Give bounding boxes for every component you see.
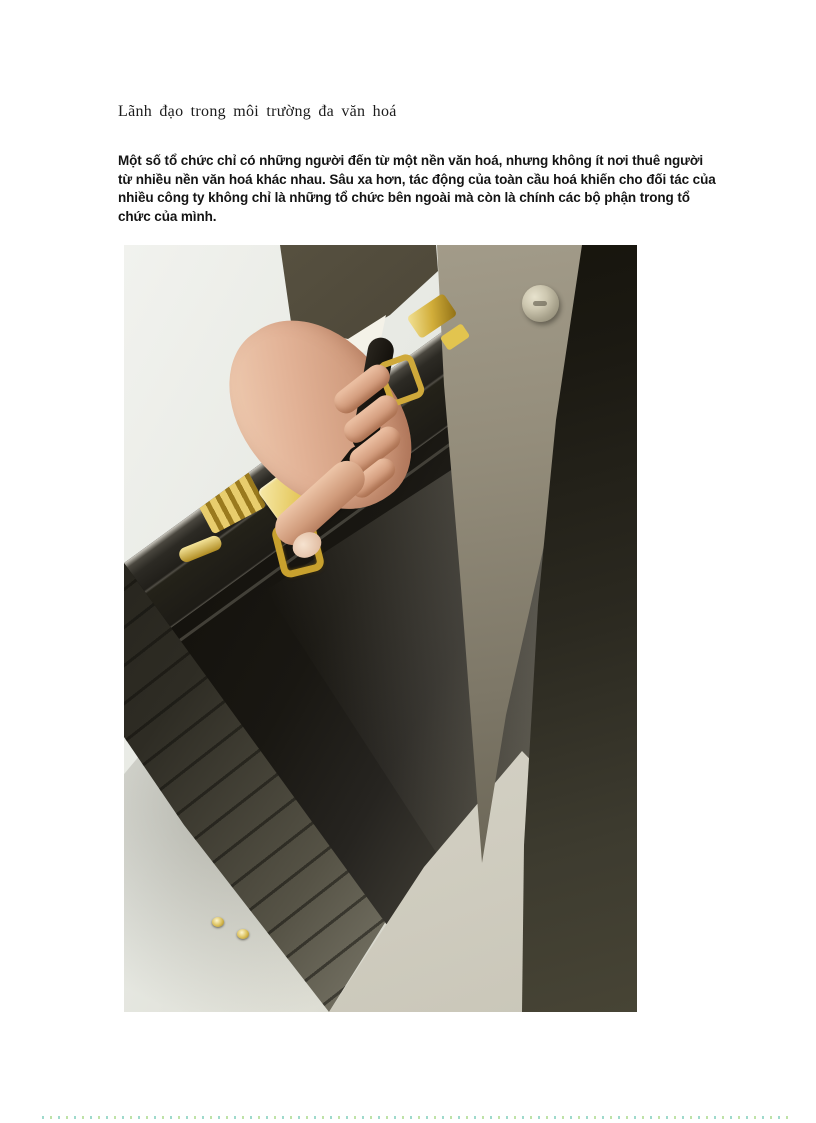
intro-paragraph: Một số tổ chức chỉ có những người đến từ một nền văn hoá, nhưng không ít nơi thuê người từ nhiều nền văn hoá khác nhau. Sâu xa hơn, tác động của toàn cầu hoá khiến cho đối tác của nhiều công ty không chỉ là những tổ chức bên ngoài mà còn là chính các bộ phận trong tổ chức của mình. (118, 153, 716, 224)
briefcase-photo (124, 245, 637, 1012)
jacket-button-icon (522, 285, 559, 322)
document-title: Lãnh đạo trong môi trường đa văn hoá (118, 103, 397, 120)
brass-stud-icon (237, 929, 249, 939)
brass-stud-icon (212, 917, 224, 927)
footer-divider-line (42, 1116, 790, 1119)
